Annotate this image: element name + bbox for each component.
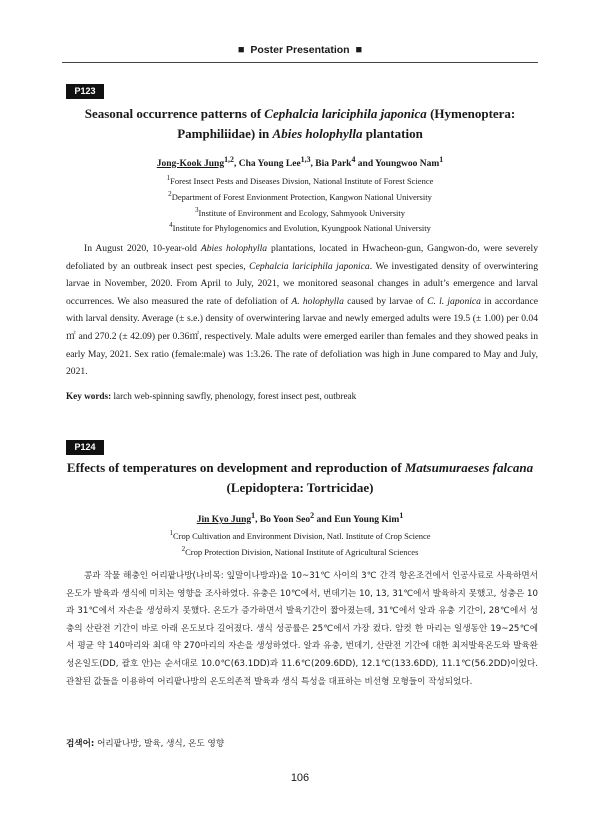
title-text: plantation (362, 126, 423, 141)
affiliation-text: Department of Forest Envionment Protection, Kangwon National University (171, 191, 432, 202)
title-text: Pamphiliidae) in (177, 126, 273, 141)
affiliation (62, 188, 538, 204)
author-name: Jong-Kook Jung (156, 159, 225, 170)
paper-title (62, 458, 538, 498)
keywords-label: Key words: (66, 391, 112, 401)
title-text: Effects of temperatures on development and reproduction of (66, 460, 405, 475)
keywords-label: 검색어: (66, 739, 95, 749)
author-list: Jong-Kook Jung$^{1,2}$, Cha Young Lee$^{1,3}$, Bia Park$^4$ and Youngwoo Nam$^1$ (156, 155, 444, 170)
affiliation (62, 219, 538, 235)
paper-title (62, 104, 538, 144)
abstract-text: caused by larvae of (343, 295, 428, 307)
affiliation (62, 172, 538, 188)
affiliation-text: Institute of Environment and Ecology, Sahmyook University (198, 207, 406, 218)
affiliation-text: Crop Cultivation and Environment Division, Natl. Institute of Crop Science (172, 530, 431, 541)
paper-id-badge: P123 (66, 84, 104, 99)
paper-id-badge: P124 (66, 440, 104, 455)
affiliation-list (62, 172, 538, 235)
abstract-text: In August 2020, 10-year-old (84, 243, 201, 254)
author-name: Jin Kyo Jung (196, 515, 252, 526)
title-text: (Lepidoptera: Tortricidae) (226, 480, 374, 495)
affiliation (62, 527, 538, 543)
affiliation (62, 543, 538, 559)
section-header-text: Poster Presentation (250, 44, 350, 56)
author-name: Bo Yoon Seo (259, 515, 311, 526)
square-mark-left: ■ (237, 44, 245, 56)
title-species: Matsumuraeses falcana (404, 460, 534, 475)
affiliation-text: Crop Protection Division, National Institute of Agricultural Sciences (185, 546, 419, 557)
abstract-species: Abies holophylla (200, 243, 268, 254)
keywords-text: larch web-spinning sawfly, phenology, forest insect pest, outbreak (111, 391, 357, 401)
author-name: Eun Young Kim (334, 515, 400, 526)
affiliation-sup: 4 (169, 221, 173, 230)
author-name: Bia Park (315, 159, 352, 170)
author-sup: 2 (310, 511, 315, 520)
author-list: Jin Kyo Jung$^1$, Bo Yoon Seo$^2$ and Eun Young Kim$^1$ (196, 511, 404, 526)
author-sup: 1,2 (224, 155, 234, 164)
affiliation (62, 204, 538, 220)
abstract-body: 콩과 작물 해충인 어리팥나방(나비목: 잎말이나방과)을 10~31℃ 사이의 3℃ 간격 항온조건에서 인공사료로 사육하면서 온도가 발육과 생식에 미치는 영향을 조사하였다. 유충은 10℃에서, 번데기는 10, 13, 31℃에서 발육하지 못했고, 성충은 10과 31℃에서 자손을 생성하지 못했다. 온도가 증가하면서 발육기간이 짧아졌는데, 31℃에서 알과 유충 기간이, 28℃에서 성충의 산란전 기간이 바로 아래 온도보다 길어졌다. 생식 성공률은 25℃에서 가장 컸다. 암컷 한 마리는 일생동안 19~25℃에서 평균 약 140마리와 최대 약 270마리의 자손을 생성하였다. 알과 유충, 번데기, 산란전 기간에 대한 최저발육온도와 발육완성온일도(DD, 괄호 안)는 순서대로 10.0℃(63.1DD)과 11.6℃(209.6DD), 12.1℃(133.6DD), 11.1℃(56.2DD)이었다. 관찰된 값들을 이용하여 어리팥나방의 온도의존적 발육과 생식 특성을 대표하는 비선형 모형들이 작성되었다. (66, 571, 538, 687)
title-text: Seasonal occurrence patterns of (84, 106, 265, 121)
abstract-text: plantations, located in Hwacheon-gun, Gangwon-do, were severely defoliated by an outbreak insect pest species, (66, 243, 539, 272)
author-sup: 1 (439, 155, 444, 164)
section-header (0, 44, 600, 56)
title-species: Cephalcia lariciphila japonica (264, 106, 427, 121)
affiliation-sup: 2 (181, 544, 186, 553)
author-sup: 1,3 (300, 155, 311, 164)
affiliation-sup: 1 (166, 174, 171, 182)
author-name: Youngwoo Nam (375, 159, 440, 170)
abstract-text: . We investigated density of overwintering larvae in November, 2020. From April to July, 2021, we monitored seasonal changes in adult’s emergence and larval occurrences. We also measured the rate of defoliation of (66, 260, 538, 307)
author-sup: 1 (399, 511, 404, 520)
affiliation-sup: 3 (194, 205, 199, 214)
author-sup: 1 (251, 511, 256, 520)
author-sup: 4 (351, 155, 356, 164)
abstract-text: in accordance with larval density. Average (± s.e.) density of overwintering larvae and newly emerged adults were 19.5 (± 1.00) per 0.04㎡ and 270.2 (± 42.09) per 0.36㎡, respectively. Male adults were emerged eariler than females and they showed peaks in early May, 2021. Sex ratio (female:male) was 1:3.26. The rate of defoliation was high in June compared to May and July, 2021. (66, 295, 538, 378)
affiliation-list (62, 527, 538, 559)
title-text: (Hymenoptera: (426, 106, 516, 121)
page-number: 106 (290, 772, 310, 784)
abstract-species: Cephalcia lariciphila japonica (249, 260, 370, 272)
affiliation-sup: 1 (169, 529, 173, 537)
square-mark-right: ■ (355, 44, 363, 56)
keywords-text: 어리팥나방, 발육, 생식, 온도 영향 (94, 739, 225, 749)
abstract-species: C. l. japonica (427, 295, 481, 307)
affiliation-sup: 2 (168, 189, 172, 198)
keywords (66, 737, 538, 749)
affiliation-text: Forest Insect Pests and Diseases Divsion, National Institute of Forest Science (170, 175, 434, 186)
abstract-body (66, 240, 538, 381)
author-name: Cha Young Lee (238, 159, 301, 170)
abstract-species: A. holophylla (291, 295, 344, 307)
keywords (66, 391, 538, 401)
header-rule (62, 62, 538, 63)
title-species: Abies holophylla (272, 126, 363, 141)
affiliation-text: Institute for Phylogenomics and Evolution, Kyungpook National University (172, 223, 431, 234)
